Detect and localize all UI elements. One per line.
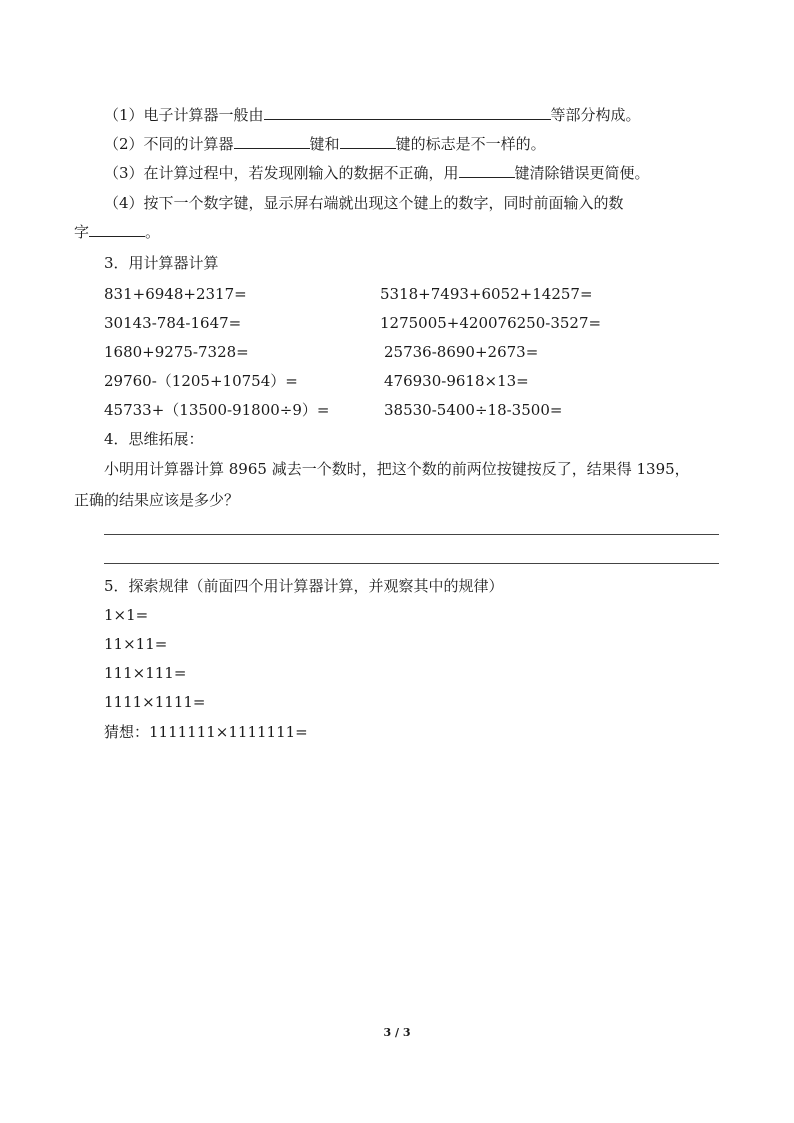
answer-blank[interactable] — [234, 134, 310, 149]
q3-right-4: 476930-9618×13= — [384, 372, 529, 390]
q4-text-line-1: 小明用计算器计算 8965 减去一个数时，把这个数的前两位按键按反了，结果得 1395， — [104, 460, 690, 478]
q5-title: 5．探索规律（前面四个用计算器计算，并观察其中的规律） — [104, 577, 504, 595]
q3-left-4: 29760-（1205+10754）= — [104, 372, 298, 390]
q3-right-1: 5318+7493+6052+14257= — [380, 285, 593, 303]
q2-item-2-text: （2）不同的计算器 — [104, 135, 234, 153]
answer-blank[interactable] — [340, 134, 396, 149]
q2-item-1 — [104, 105, 641, 125]
answer-blank[interactable] — [264, 105, 551, 120]
q2-item-1-text: （1）电子计算器一般由 — [104, 106, 264, 124]
q2-item-3 — [104, 163, 650, 183]
q5-item-4: 1111×1111= — [104, 693, 206, 711]
q4-title: 4．思维拓展： — [104, 430, 204, 448]
q5-item-3: 111×111= — [104, 664, 187, 682]
q3-left-3: 1680+9275-7328= — [104, 343, 249, 361]
q3-right-5: 38530-5400÷18-3500= — [384, 401, 563, 419]
q3-title: 3．用计算器计算 — [104, 254, 219, 272]
q2-item-4 — [104, 193, 624, 213]
q3-left-2: 30143-784-1647= — [104, 314, 242, 332]
q2-item-4-suffix: 。 — [145, 223, 161, 241]
q3-right-2: 1275005+420076250-3527= — [380, 314, 602, 332]
q3-left-1: 831+6948+2317= — [104, 285, 247, 303]
page-number: 3 / 3 — [383, 1026, 411, 1039]
q5-guess: 猜想：1111111×1111111= — [104, 723, 308, 741]
q5-item-1: 1×1= — [104, 606, 149, 624]
answer-blank[interactable] — [89, 222, 145, 237]
answer-line[interactable] — [104, 534, 719, 535]
q3-right-3: 25736-8690+2673= — [384, 343, 539, 361]
q5-item-2: 11×11= — [104, 635, 168, 653]
q2-item-2 — [104, 134, 546, 154]
q2-item-4-cont — [74, 222, 160, 242]
answer-line[interactable] — [104, 563, 719, 564]
q4-text-line-2: 正确的结果应该是多少？ — [74, 491, 240, 509]
q2-item-4-text: （4）按下一个数字键，显示屏右端就出现这个键上的数字，同时前面输入的数 — [104, 194, 624, 212]
q2-item-2-mid: 键和 — [309, 135, 340, 153]
answer-blank[interactable] — [459, 163, 515, 178]
q2-item-2-suffix: 键的标志是不一样的。 — [395, 135, 546, 153]
q2-item-1-suffix: 等部分构成。 — [550, 106, 641, 124]
q3-left-5: 45733+（13500-91800÷9）= — [104, 401, 330, 419]
q2-item-3-suffix: 键清除错误更简便。 — [514, 164, 650, 182]
q2-item-3-text: （3）在计算过程中，若发现刚输入的数据不正确，用 — [104, 164, 459, 182]
q2-item-4-cont-text: 字 — [74, 223, 90, 241]
